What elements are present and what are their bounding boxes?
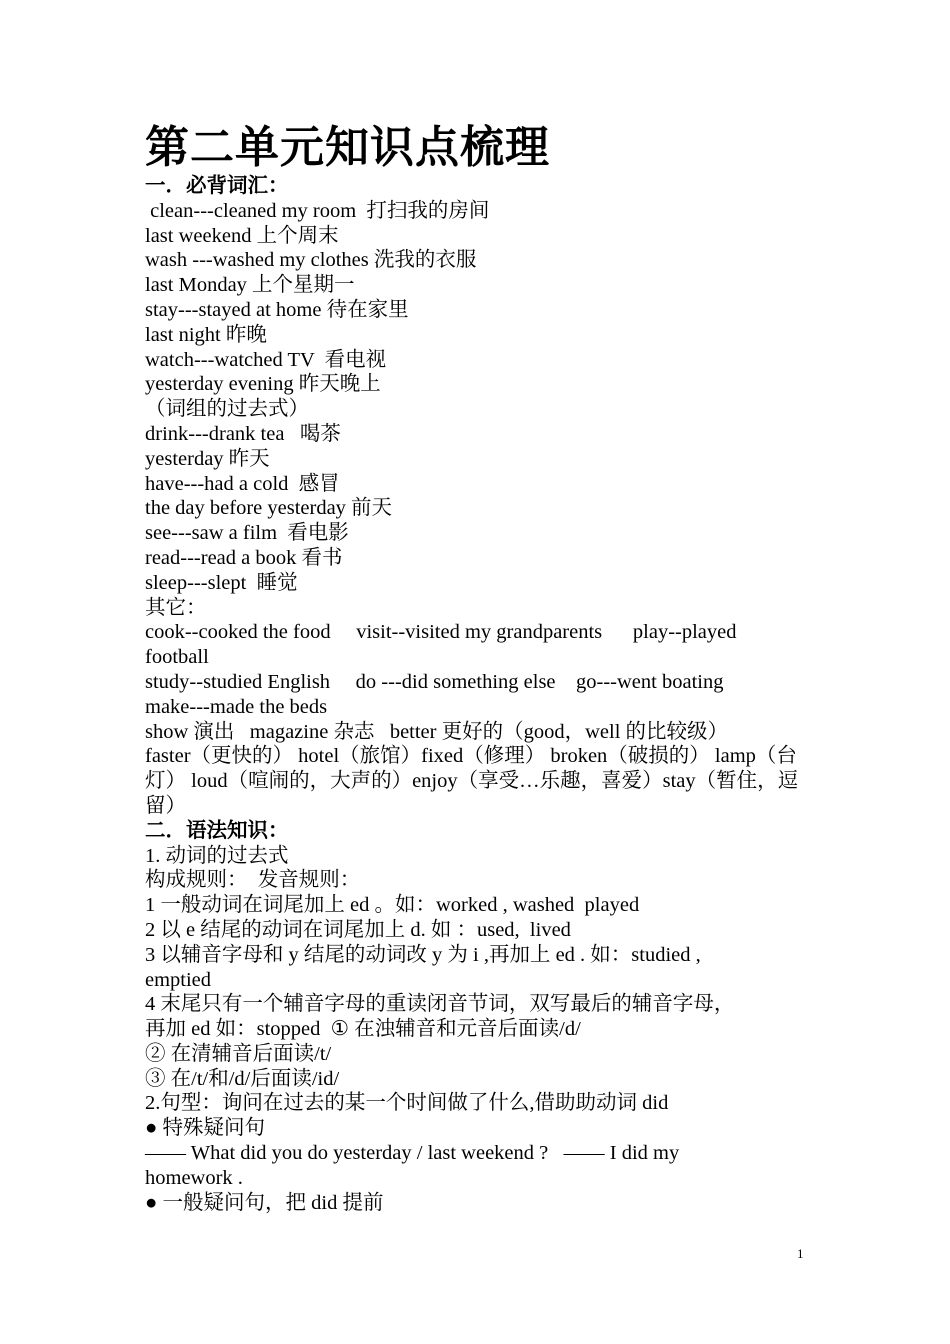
vocab-line: sleep---slept 睡觉 — [145, 571, 298, 594]
grammar-line: emptied — [145, 968, 212, 991]
vocab-line: 其它： — [145, 596, 207, 619]
vocab-line: stay---stayed at home 待在家里 — [145, 298, 409, 321]
page-number: 1 — [797, 1246, 804, 1261]
vocab-line: have---had a cold 感冒 — [145, 472, 340, 495]
grammar-line: 1. 动词的过去式 — [145, 844, 289, 867]
grammar-line: 2.句型：询问在过去的某一个时间做了什么,借助助动词 did — [145, 1092, 669, 1115]
grammar-line: —— What did you do yesterday / last weekend ? —— I did my — [145, 1142, 680, 1165]
vocab-line: the day before yesterday 前天 — [145, 497, 393, 520]
vocab-line: drink---drank tea 喝茶 — [145, 422, 341, 445]
document-body — [145, 122, 813, 1215]
grammar-line: 4 末尾只有一个辅音字母的重读闭音节词，双写最后的辅音字母， — [145, 993, 735, 1016]
others-line: show 演出 magazine 杂志 better 更好的（good，well 的比较级） — [145, 720, 729, 743]
grammar-line: homework . — [145, 1166, 243, 1189]
grammar-line: ③ 在/t/和/d/后面读/id/ — [145, 1067, 340, 1090]
others-line: cook--cooked the food visit--visited my grandparents play--played — [145, 621, 737, 644]
others-line: make---made the beds — [145, 695, 328, 718]
grammar-line: 1 一般动词在词尾加上 ed 。如：worked , washed played — [145, 894, 640, 917]
vocab-line: yesterday evening 昨天晚上 — [145, 373, 381, 396]
grammar-line: 构成规则： 发音规则： — [145, 869, 361, 892]
vocab-line: last night 昨晚 — [145, 323, 267, 346]
others-paragraph: faster（更快的） hotel（旅馆）fixed（修理） broken（破损的） lamp（台灯） loud（喧闹的，大声的）enjoy（享受…乐趣，喜爱）stay（暂住，逗留） — [145, 745, 799, 817]
vocab-line: yesterday 昨天 — [145, 447, 270, 470]
grammar-line: 3 以辅音字母和 y 结尾的动词改 y 为 i ,再加上 ed . 如：studied , — [145, 943, 701, 966]
vocab-line: watch---watched TV 看电视 — [145, 348, 387, 371]
grammar-line: ● 特殊疑问句 — [145, 1117, 266, 1140]
grammar-line: ● 一般疑问句，把 did 提前 — [145, 1191, 384, 1214]
vocab-line: read---read a book 看书 — [145, 546, 343, 569]
grammar-line: ② 在清辅音后面读/t/ — [145, 1042, 332, 1065]
vocab-line: last Monday 上个星期一 — [145, 274, 355, 297]
vocab-line: wash ---washed my clothes 洗我的衣服 — [145, 249, 477, 272]
grammar-line: 再加 ed 如：stopped ① 在浊辅音和元音后面读/d/ — [145, 1018, 581, 1041]
grammar-line: 2 以 e 结尾的动词在词尾加上 d. 如 ：used, lived — [145, 918, 571, 941]
grammar-heading: 二．语法知识： — [145, 819, 289, 842]
vocab-line: clean---cleaned my room 打扫我的房间 — [145, 199, 490, 222]
vocab-line: （词组的过去式） — [145, 398, 309, 421]
page-title: 第二单元知识点梳理 — [145, 123, 550, 172]
others-line: study--studied English do ---did something else go---went boating — [145, 670, 724, 693]
vocab-heading: 一．必背词汇： — [145, 175, 289, 197]
others-line: football — [145, 646, 209, 669]
vocab-line: see---saw a film 看电影 — [145, 522, 349, 545]
vocab-line: last weekend 上个周末 — [145, 224, 339, 247]
